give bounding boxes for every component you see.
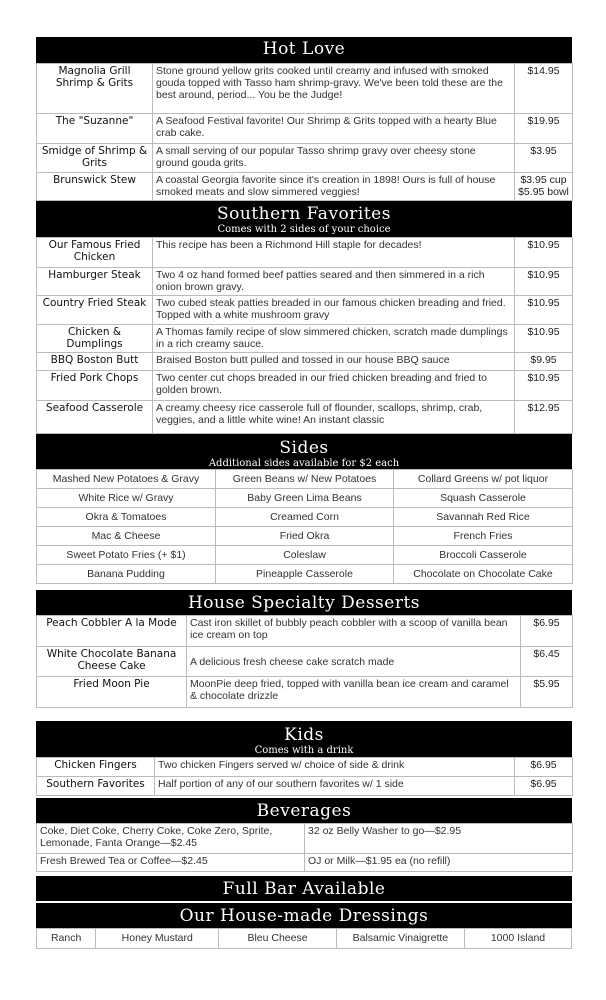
menu-row [37,114,573,144]
item-description: A creamy cheesy rice casserole full of flounder, scallops, shrimp, crab, veggies, and a little white wine! An instant classic [153,401,515,434]
price-bowl: $5.95 bowl [518,186,569,198]
menu-row [37,647,573,677]
item-name: White Chocolate Banana Cheese Cake [37,647,187,677]
item-description: Two cubed steak patties breaded in our famous chicken breading and fried. Topped with a white mushroom gravy [153,296,515,325]
item-price: $19.95 [515,114,573,144]
item-description: Stone ground yellow grits cooked until creamy and infused with smoked gouda topped with Tasso ham shrimp-gravy. We've been told these are the best around, period... You be the Judge! [153,64,515,114]
item-name: Our Famous Fried Chicken [37,238,153,268]
hot-love-table [36,63,573,201]
price-cup: $3.95 cup [520,174,567,186]
side-item: Green Beans w/ New Potatoes [216,470,394,489]
item-description: A coastal Georgia favorite since it's creation in 1898! Ours is full of house smoked meats and slow simmered veggies! [153,173,515,201]
side-item: Baby Green Lima Beans [216,489,394,508]
item-description: Braised Boston butt pulled and tossed in our house BBQ sauce [153,353,515,371]
item-price: $12.95 [515,401,573,434]
section-title: House Specialty Desserts [187,593,421,613]
item-price: $6.95 [521,616,573,647]
menu-row [37,616,573,647]
item-price: $10.95 [515,325,573,353]
section-header-dressings [36,903,572,928]
sides-table [36,469,573,584]
side-item: Broccoli Casserole [394,546,573,565]
sides-row [37,489,573,508]
full-bar-text: Full Bar Available [222,879,386,899]
item-name: Smidge of Shrimp & Grits [37,144,153,173]
side-item: Squash Casserole [394,489,573,508]
item-price: $6.95 [515,777,573,796]
item-price: $6.95 [515,758,573,777]
item-description: Two center cut chops breaded in our fried chicken breading and fried to golden brown. [153,371,515,401]
section-title: Beverages [256,801,352,821]
beverage-item: OJ or Milk—$1.95 ea (no refill) [305,854,573,872]
item-price [515,173,573,201]
item-price: $10.95 [515,238,573,268]
menu-row [37,268,573,296]
desserts-table [36,615,573,708]
full-bar-banner [36,876,572,901]
item-price: $10.95 [515,371,573,401]
item-name: Seafood Casserole [37,401,153,434]
sides-row [37,508,573,527]
side-item: Chocolate on Chocolate Cake [394,565,573,584]
section-header-kids [36,721,572,757]
menu-row [37,401,573,434]
item-name: Fried Pork Chops [37,371,153,401]
item-description: A Seafood Festival favorite! Our Shrimp & Grits topped with a hearty Blue crab cake. [153,114,515,144]
section-header-beverages [36,798,572,823]
menu-row [37,758,573,777]
menu-row [37,238,573,268]
item-name: Brunswick Stew [37,173,153,201]
dressing-item: Bleu Cheese [219,929,337,948]
menu-row [37,173,573,201]
menu-row [37,777,573,796]
section-header-hot-love [36,37,572,63]
side-item: Coleslaw [216,546,394,565]
side-item: Okra & Tomatoes [37,508,216,527]
item-description: Cast iron skillet of bubbly peach cobbler with a scoop of vanilla bean ice cream on top [187,616,521,647]
menu [36,37,572,949]
sides-row [37,470,573,489]
section-header-desserts [36,590,572,615]
item-price: $14.95 [515,64,573,114]
menu-row [37,353,573,371]
sides-row [37,565,573,584]
item-name: Hamburger Steak [37,268,153,296]
section-title: Sides [279,438,329,458]
beverages-table [36,823,573,872]
menu-row [37,677,573,708]
item-description: Half portion of any of our southern favorites w/ 1 side [155,777,515,796]
item-name: Southern Favorites [37,777,155,796]
section-title: Hot Love [262,39,346,59]
beverage-item: Fresh Brewed Tea or Coffee—$2.45 [37,854,305,872]
kids-table [36,757,573,796]
dressings-list [36,928,572,949]
section-title: Our House-made Dressings [179,906,429,926]
menu-row [37,296,573,325]
item-price: $9.95 [515,353,573,371]
section-title: Kids [284,725,324,745]
menu-row [37,325,573,353]
side-item: Sweet Potato Fries (+ $1) [37,546,216,565]
side-item: Fried Okra [216,527,394,546]
sides-row [37,546,573,565]
side-item: Collard Greens w/ pot liquor [394,470,573,489]
item-price: $5.95 [521,677,573,708]
item-description: Two 4 oz hand formed beef patties seared and then simmered in a rich onion brown gravy. [153,268,515,296]
spacer [36,708,572,721]
side-item: White Rice w/ Gravy [37,489,216,508]
item-description: MoonPie deep fried, topped with vanilla bean ice cream and caramel & chocolate drizzle [187,677,521,708]
item-price: $10.95 [515,268,573,296]
menu-row [37,371,573,401]
item-name: Peach Cobbler A la Mode [37,616,187,647]
dressing-item: Balsamic Vinaigrette [337,929,465,948]
dressing-item: 1000 Island [490,932,546,944]
item-name: Chicken & Dumplings [37,325,153,353]
section-title: Southern Favorites [217,204,391,224]
menu-row [37,144,573,173]
item-price: $6.45 [521,647,573,677]
item-price: $10.95 [515,296,573,325]
side-item: Banana Pudding [37,565,216,584]
item-description: A Thomas family recipe of slow simmered chicken, scratch made dumplings in a rich creamy sauce. [153,325,515,353]
item-name: BBQ Boston Butt [37,353,153,371]
beverage-item: 32 oz Belly Washer to go—$2.95 [305,824,573,854]
item-name: Chicken Fingers [37,758,155,777]
side-item: Mac & Cheese [37,527,216,546]
item-name: Fried Moon Pie [37,677,187,708]
item-description: Two chicken Fingers served w/ choice of side & drink [155,758,515,777]
item-name: Country Fried Steak [37,296,153,325]
item-description: A small serving of our popular Tasso shrimp gravy over cheesy stone ground gouda grits. [153,144,515,173]
side-item: Pineapple Casserole [216,565,394,584]
sides-row [37,527,573,546]
section-subtitle: Comes with 2 sides of your choice [217,224,391,235]
item-description: This recipe has been a Richmond Hill staple for decades! [153,238,515,268]
item-name: The "Suzanne" [37,114,153,144]
side-item: French Fries [394,527,573,546]
section-header-sides [36,434,572,469]
side-item: Savannah Red Rice [394,508,573,527]
menu-row [37,64,573,114]
beverage-row [37,824,573,854]
item-description: A delicious fresh cheese cake scratch made [187,647,521,677]
side-item: Mashed New Potatoes & Gravy [37,470,216,489]
southern-favorites-table [36,237,573,434]
dressing-item: Honey Mustard [96,929,219,948]
beverage-item: Coke, Diet Coke, Cherry Coke, Coke Zero, Sprite, Lemonade, Fanta Orange—$2.45 [37,824,305,854]
item-price: $3.95 [515,144,573,173]
section-header-southern-favorites [36,201,572,237]
side-item: Creamed Corn [216,508,394,527]
item-name: Magnolia Grill Shrimp & Grits [37,64,153,114]
dressing-item: Ranch [37,929,96,948]
beverage-row [37,854,573,872]
section-subtitle: Additional sides available for $2 each [208,458,400,469]
section-subtitle: Comes with a drink [254,745,354,756]
